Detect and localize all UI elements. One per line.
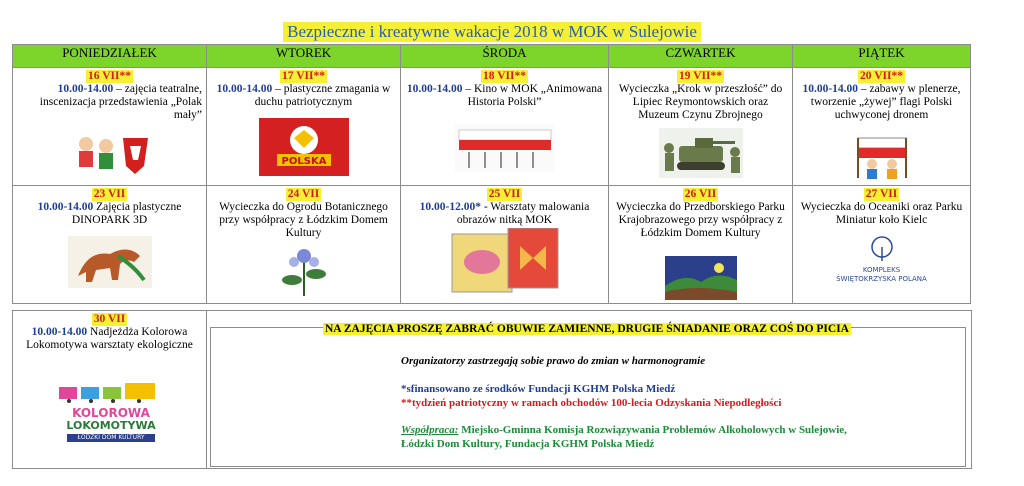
children-with-flag-illustration xyxy=(850,134,914,180)
day-header: PONIEDZIAŁEK xyxy=(13,45,207,68)
event-date: 26 VII xyxy=(684,188,717,200)
tree-icon xyxy=(867,236,897,262)
event-time: 10.00-12.00* xyxy=(419,201,481,213)
event-cell xyxy=(793,186,971,304)
landscape-park-logo xyxy=(665,256,737,300)
event-text: Wycieczka do Ogrodu Botanicznego przy współpracy z Łódzkim Domem Kultury xyxy=(219,201,388,239)
event-cell xyxy=(13,186,207,304)
event-time: 10.00-14.00 xyxy=(57,83,114,95)
cooperation-label: Współpraca: xyxy=(401,424,459,436)
polska-eagle-illustration xyxy=(259,118,349,176)
event-time: 10.00-14.00 xyxy=(37,201,94,213)
event-cell xyxy=(609,68,793,186)
event-text: Zajęcia plastyczne DINOPARK 3D xyxy=(71,201,182,226)
event-date: 17 VII** xyxy=(282,70,325,82)
cooperation-text: Łódzki Dom Kultury, Fundacja KGHM Polska Miedź xyxy=(401,438,655,450)
event-date: 20 VII** xyxy=(860,70,903,82)
event-text: Nadjeżdża Kolorowa Lokomotywa warsztaty ekologiczne xyxy=(26,326,193,351)
event-date: 18 VII** xyxy=(483,70,526,82)
event-cell xyxy=(793,68,971,186)
event-cell xyxy=(13,68,207,186)
info-section xyxy=(12,310,972,469)
event-cell xyxy=(401,186,609,304)
event-text: – plastyczne zmagania w duchu patriotycznym xyxy=(254,83,391,108)
children-with-eagle-illustration xyxy=(68,130,152,178)
cooperation-note xyxy=(401,423,847,451)
event-text: – zajęcia teatralne, inscenizacja przedstawienia „Polak mały” xyxy=(39,83,202,121)
day-header: ŚRODA xyxy=(401,45,609,68)
kompleks-logo-text: KOMPLEKS xyxy=(862,266,901,274)
organizers-note: Organizatorzy zastrzegają sobie prawo do zmian w harmonogramie xyxy=(401,355,706,367)
event-date: 27 VII xyxy=(865,188,898,200)
event-text: Wycieczka „Krok w przeszłość” do Lipiec Reymontowskich oraz Muzeum Czynu Zbrojnego xyxy=(618,83,783,121)
event-text: - Warsztaty malowania obrazów nitką MOK xyxy=(456,201,590,226)
event-text: Wycieczka do Przedborskiego Parku Krajobrazowego przy współpracy z Łódzkim Domem Kultury xyxy=(616,201,785,239)
event-text: – Kino w MOK „Animowana Historia Polski” xyxy=(462,83,603,108)
page-title: Bezpieczne i kreatywne wakacje 2018 w MOK w Sulejowie xyxy=(283,22,701,42)
event-date: 30 VII xyxy=(93,313,126,325)
kolorowa-lokomotywa-logo xyxy=(55,381,167,449)
day-header: PIĄTEK xyxy=(793,45,971,68)
funding-note: *sfinansowano ze środków Fundacji KGHM Polska Miedź xyxy=(401,383,676,395)
cooperation-text: Miejsko-Gminna Komisja Rozwiązywania Problemów Alkoholowych w Sulejowie, xyxy=(458,424,847,436)
flag-drawing-illustration xyxy=(455,124,555,172)
polska-logo-text: POLSKA xyxy=(281,156,326,167)
event-time: 10.00-14.00 xyxy=(31,326,88,338)
day-header: CZWARTEK xyxy=(609,45,793,68)
event-date: 25 VII xyxy=(488,188,521,200)
event-text: – zabawy w plenerze, tworzenie „żywej” flagi Polski uchwyconej dronem xyxy=(810,83,961,121)
logo-text: KOLOROWA xyxy=(72,406,150,420)
event-cell xyxy=(401,68,609,186)
event-text: Wycieczka do Oceaniki oraz Parku Miniatur koło Kielc xyxy=(800,201,963,226)
event-time: 10.00-14.00 xyxy=(802,83,859,95)
patriotic-week-note: **tydzień patriotyczny w ramach obchodów 100-lecia Odzyskania Niepodległości xyxy=(401,397,782,409)
kompleks-logo-text: ŚWIĘTOKRZYSKA POLANA xyxy=(836,275,927,283)
soldiers-tank-illustration xyxy=(659,128,743,178)
thread-paintings-illustration xyxy=(450,228,560,296)
event-time: 10.00-14.00 xyxy=(216,83,273,95)
day-header: WTOREK xyxy=(207,45,401,68)
schedule-table xyxy=(12,44,971,304)
event-cell xyxy=(13,311,207,468)
week2-row xyxy=(13,186,971,304)
event-date: 24 VII xyxy=(287,188,320,200)
event-cell xyxy=(207,68,401,186)
notice: NA ZAJĘCIA PROSZĘ ZABRAĆ OBUWIE ZAMIENNE, DRUGIE ŚNIADANIE ORAZ COŚ DO PICIA xyxy=(325,323,849,335)
event-date: 16 VII** xyxy=(88,70,131,82)
kompleks-logo xyxy=(822,236,942,284)
logo-text: LOKOMOTYWA xyxy=(66,419,156,432)
dinosaur-illustration xyxy=(68,236,152,288)
event-cell xyxy=(609,186,793,304)
train-icon xyxy=(55,381,167,403)
event-date: 19 VII** xyxy=(679,70,722,82)
event-time: 10.00-14.00 xyxy=(406,83,463,95)
event-cell xyxy=(207,186,401,304)
botanical-plant-illustration xyxy=(272,244,336,298)
day-header-row xyxy=(13,45,971,68)
week1-row xyxy=(13,68,971,186)
event-date: 23 VII xyxy=(93,188,126,200)
logo-text: ŁÓDZKI DOM KULTURY xyxy=(67,434,155,442)
